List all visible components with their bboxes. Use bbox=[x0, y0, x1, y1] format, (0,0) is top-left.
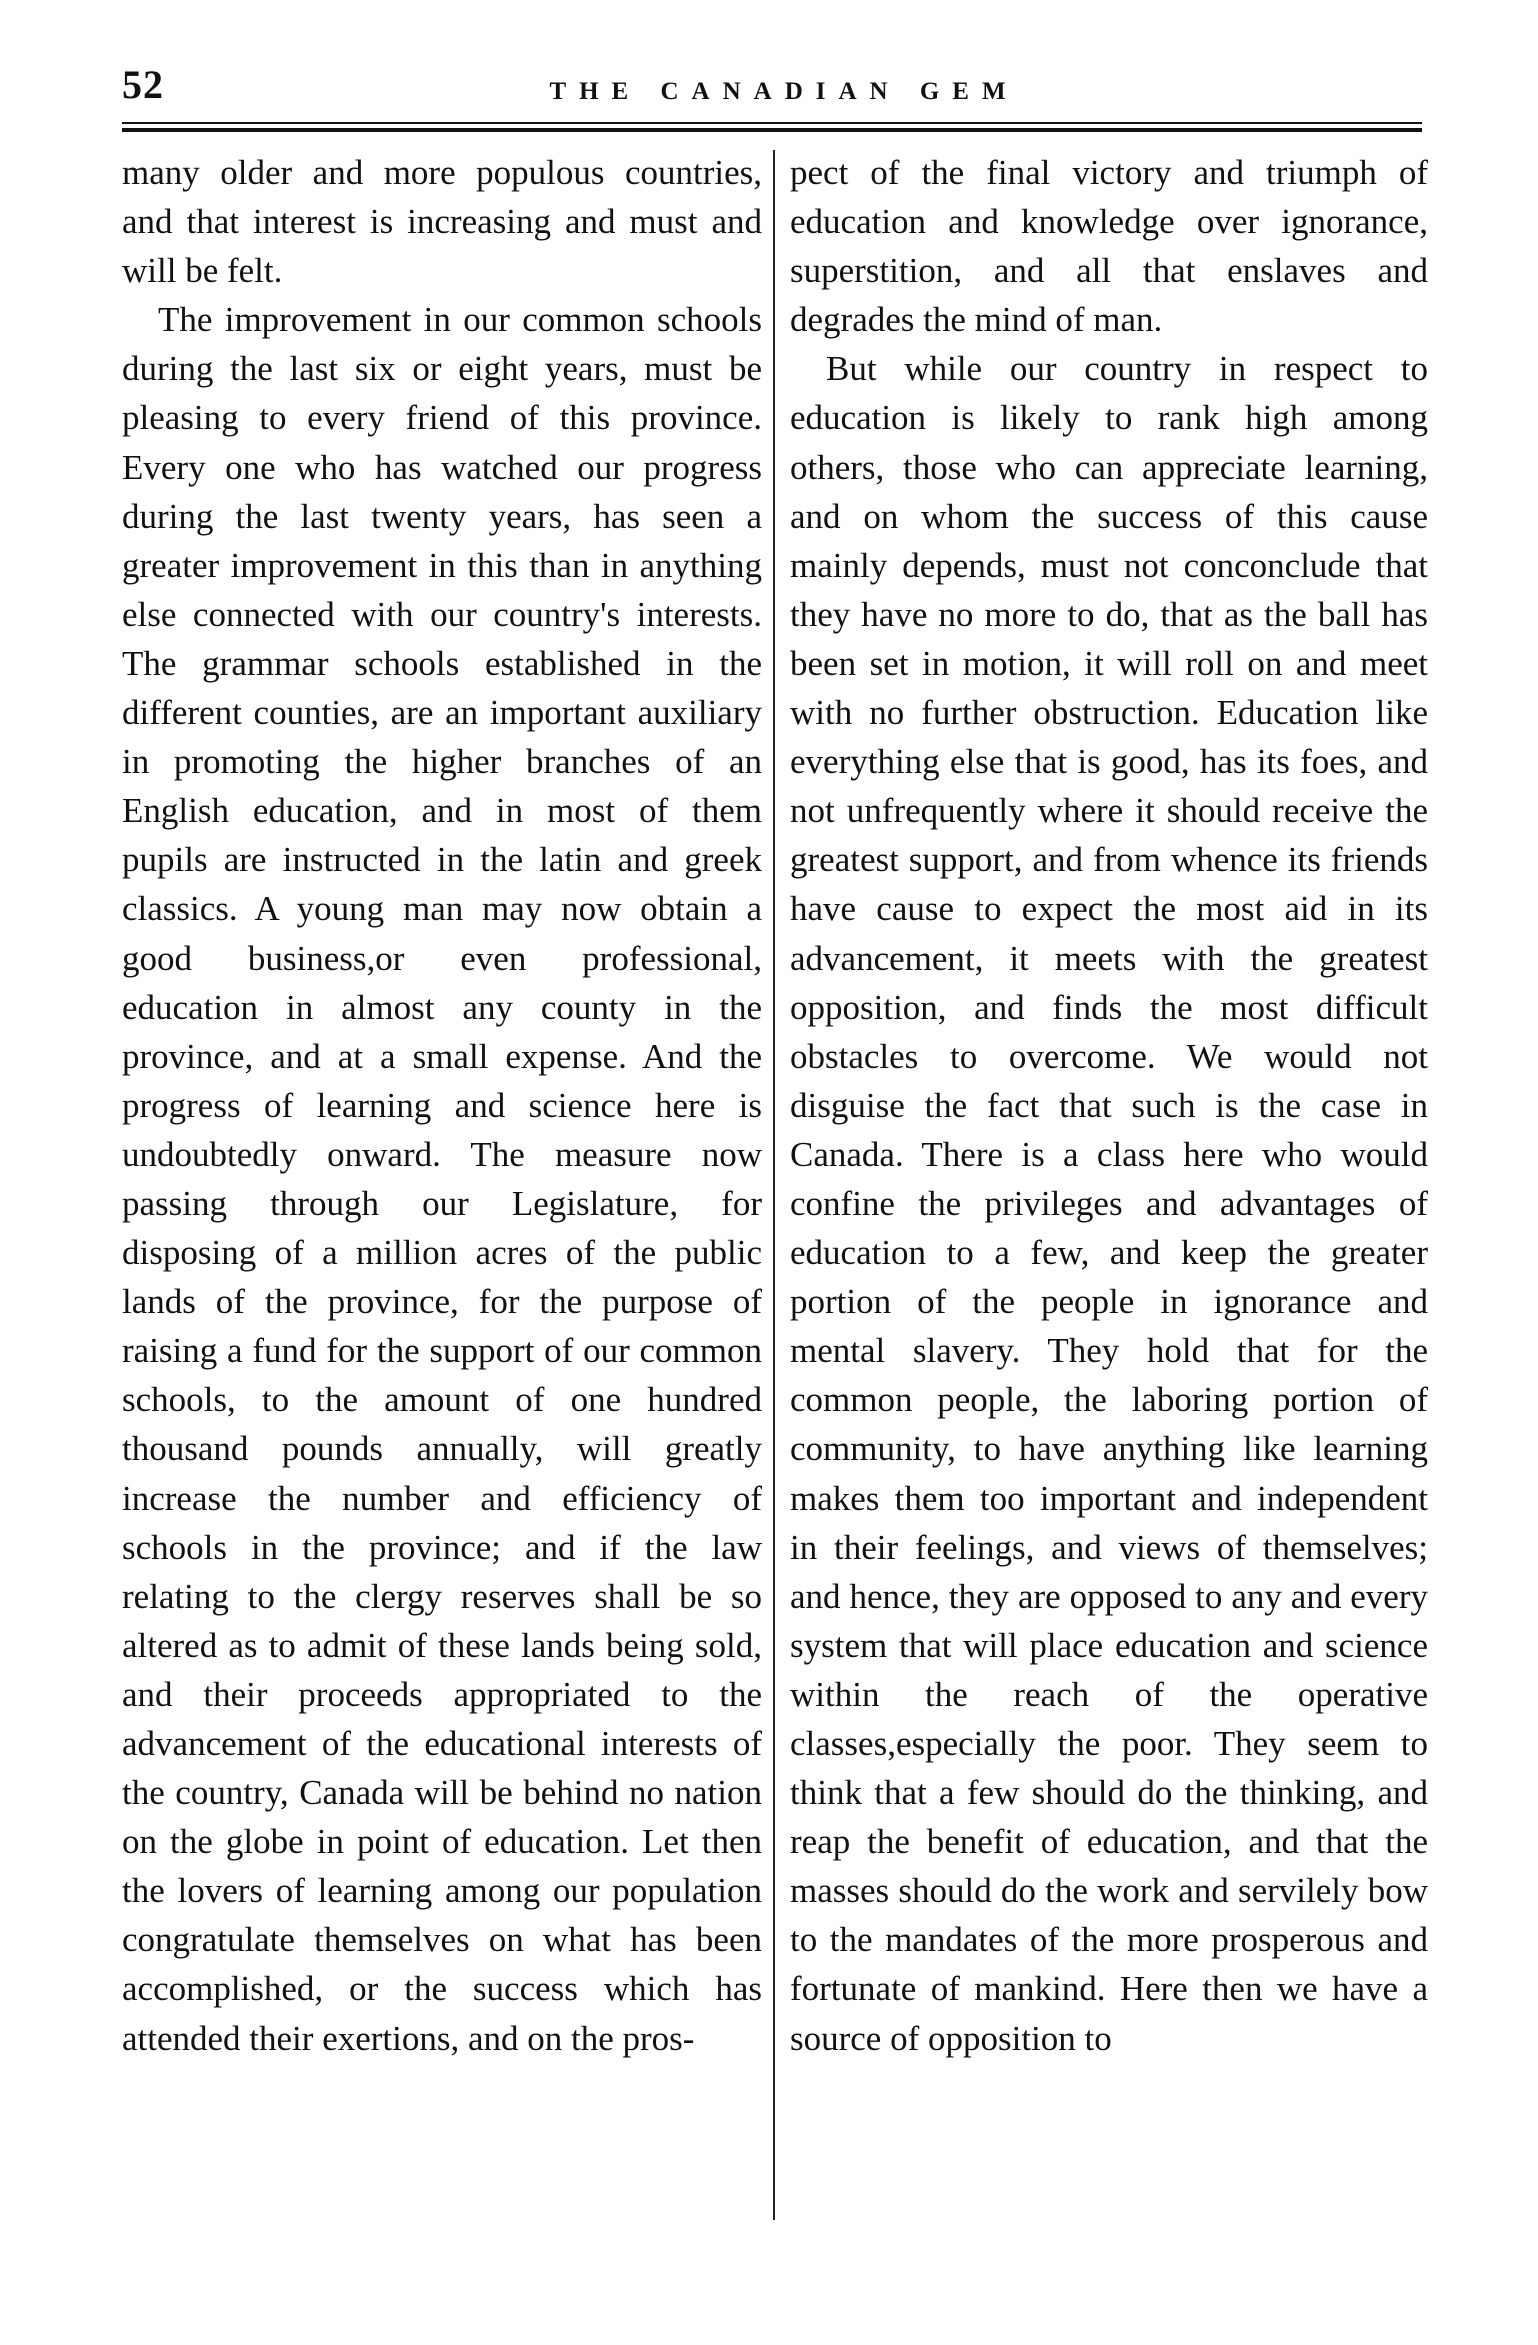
left-paragraph-1: many older and more populous countries, and that interest is increasing and must and will be felt. bbox=[122, 153, 762, 291]
left-paragraph-2: The improvement in our common schools during the last six or eight years, must be pleasing to every friend of this province. Every one who has watched our progress during the last twenty years, has seen a greater improvement in this than in anything else connected with our country's interests. The grammar schools established in the different counties, are an important auxiliary in promoting the higher branches of an English education, and in most of them pupils are instructed in the latin and greek classics. A young man may now obtain a good business,or even professional, education in almost any county in the province, and at a small expense. And the progress of learning and science here is undoubtedly onward. The measure now passing through our Legislature, for disposing of a million acres of the public lands of the province, for the purpose of raising a fund for the support of our common schools, to the amount of one hundred thousand pounds annually, will greatly increase the number and efficiency of schools in the province; and if the law relating to the clergy reserves shall be so altered as to admit of these lands being sold, and their proceeds appropriated to the advancement of the educational interests of the country, Canada will be behind no nation on the globe in point of education. Let then the lovers of learning among our population congratulate themselves on what has been accomplished, or the success which has attended their exertions, and on the pros- bbox=[122, 300, 762, 2058]
right-paragraph-2: But while our country in respect to education is likely to rank high among others, those who can appreciate learning, and on whom the success of this cause mainly depends, must not conconclude that they have no more to do, that as the ball has been set in motion, it will roll on and meet with no further obstruction. Education like everything else that is good, has its foes, and not unfrequently where it should receive the greatest support, and from whence its friends have cause to expect the most aid in its advancement, it meets with the greatest opposition, and finds the most difficult obstacles to overcome. We would not disguise the fact that such is the case in Canada. There is a class here who would confine the privileges and advantages of education to a few, and keep the greater portion of the people in ignorance and mental slavery. They hold that for the common people, the laboring portion of community, to have anything like learning makes them too important and independent in their feelings, and views of themselves; and hence, they are opposed to any and every system that will place education and science within the reach of the operative classes,especially the poor. They seem to think that a few should do the thinking, and reap the benefit of education, and that the masses should do the work and servilely bow to the mandates of the more prosperous and fortunate of mankind. Here then we have a source of opposition to bbox=[790, 349, 1428, 2058]
right-column bbox=[790, 148, 1428, 2228]
header-rule-thin bbox=[122, 122, 1422, 124]
column-divider bbox=[773, 150, 775, 2220]
left-column bbox=[122, 148, 762, 2228]
header-rule-thick bbox=[122, 128, 1422, 132]
page-number: 52 bbox=[122, 62, 164, 107]
running-title: THE CANADIAN GEM bbox=[549, 78, 1019, 105]
right-paragraph-1: pect of the final victory and triumph of education and knowledge over ignorance, superstition, and all that enslaves and degrades the mind of man. bbox=[790, 153, 1428, 340]
